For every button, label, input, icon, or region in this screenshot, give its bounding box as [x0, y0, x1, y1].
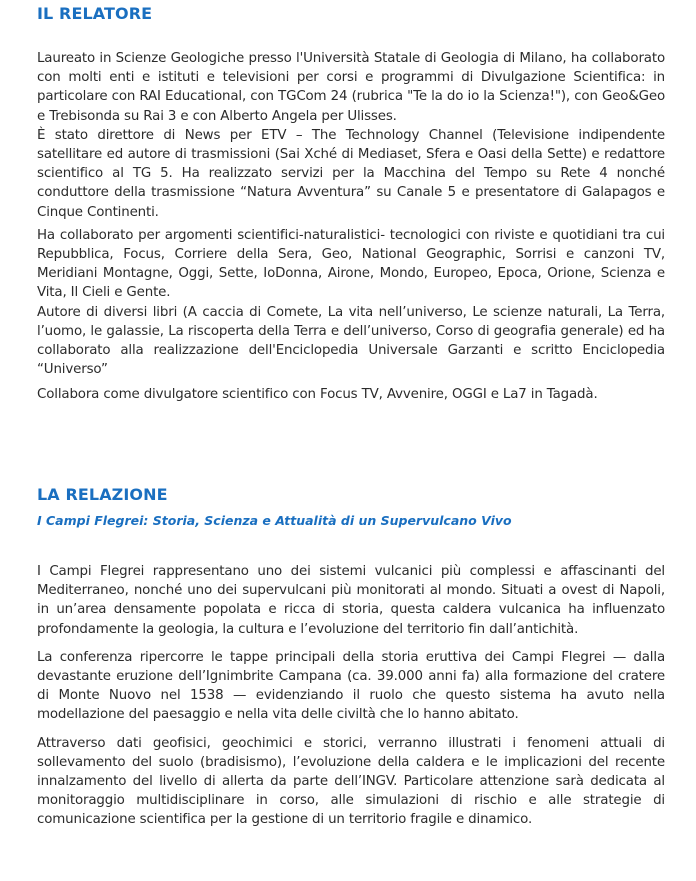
talk-title: I Campi Flegrei: Storia, Scienza e Attualità di un Supervulcano Vivo — [37, 513, 512, 528]
abstract-paragraph-current-research: Attraverso dati geofisici, geochimici e storici, verranno illustrati i fenomeni attuali di sollevamento del suolo (bradisismo), l’evoluzione della caldera e le implicazioni del recente innalzamento del livello di allerta da parte dell’INGV. Particolare attenzione sarà dedicata al monitoraggio multidisciplinare in corso, alle simulazioni di rischio e alle strategie di comunicazione scientifica per la gestione di un territorio fragile e dinamico. — [37, 735, 665, 828]
speaker-bio — [37, 49, 665, 405]
bio-paragraph-publications: Ha collaborato per argomenti scientifici-naturalistici- tecnologici con riviste e quotidiani tra cui Repubblica, Focus, Corriere della Sera, Geo, National Geographic, Sorrisi e canzoni TV, Meridiani Montagne, Oggi, Sette, IoDonna, Airone, Mondo, Europeo, Epoca, Orione, Scienza e Vita, Il Cieli e Gente. — [37, 227, 665, 301]
abstract-paragraph-history: La conferenza ripercorre le tappe principali della storia eruttiva dei Campi Flegrei — dalla devastante eruzione dell’Ignimbrite Campana (ca. 39.000 anni fa) alla formazione del cratere di Monte Nuovo nel 1538 — evidenziando il ruolo che questo sistema ha avuto nella modellazione del paesaggio e nella vita delle civiltà che lo hanno abitato. — [37, 649, 665, 723]
talk-abstract — [37, 562, 665, 830]
talk-section-heading: LA RELAZIONE — [37, 485, 168, 504]
bio-paragraph-tv-career: È stato direttore di News per ETV – The Technology Channel (Televisione indipendente satellitare ed autore di trasmissioni (Sai Xché di Mediaset, Sfera e Oasi della Sette) e redattore scientifico al TG 5. Ha realizzato servizi per la Macchina del Tempo su Rete 4 nonché conduttore della trasmissione “Natura Avventura” su Canale 5 e presentatore di Galapagos e Cinque Continenti. — [37, 127, 665, 220]
bio-paragraph-education: Laureato in Scienze Geologiche presso l'Università Statale di Geologia di Milano, ha collaborato con molti enti e istituti e televisioni per corsi e programmi di Divulgazione Scientifica: in particolare con RAI Educational, con TGCom 24 (rubrica "Te la do io la Scienza!"), con Geo&Geo e Trebisonda su Rai 3 e con Alberto Angela per Ulisses. — [37, 51, 665, 124]
speaker-section-heading: IL RELATORE — [37, 4, 153, 23]
abstract-paragraph-intro: I Campi Flegrei rappresentano uno dei sistemi vulcanici più complessi e affascinanti del Mediterraneo, nonché uno dei supervulcani più monitorati al mondo. Situati a ovest di Napoli, in un’area densamente popolata e ricca di storia, questa caldera vulcanica ha influenzato profondamente la geologia, la cultura e l’evoluzione del territorio fin dall’antichità. — [37, 564, 665, 637]
bio-paragraph-current: Collabora come divulgatore scientifico con Focus TV, Avvenire, OGGI e La7 in Tagadà. — [37, 387, 598, 403]
bio-paragraph-books: Autore di diversi libri (A caccia di Comete, La vita nell’universo, Le scienze naturali, La Terra, l’uomo, le galassie, La riscoperta della Terra e dell’universo, Corso di geografia generale) ed ha collaborato alla realizzazione dell'Enciclopedia Universale Garzanti e scritto Enciclopedia “Universo” — [37, 304, 665, 378]
